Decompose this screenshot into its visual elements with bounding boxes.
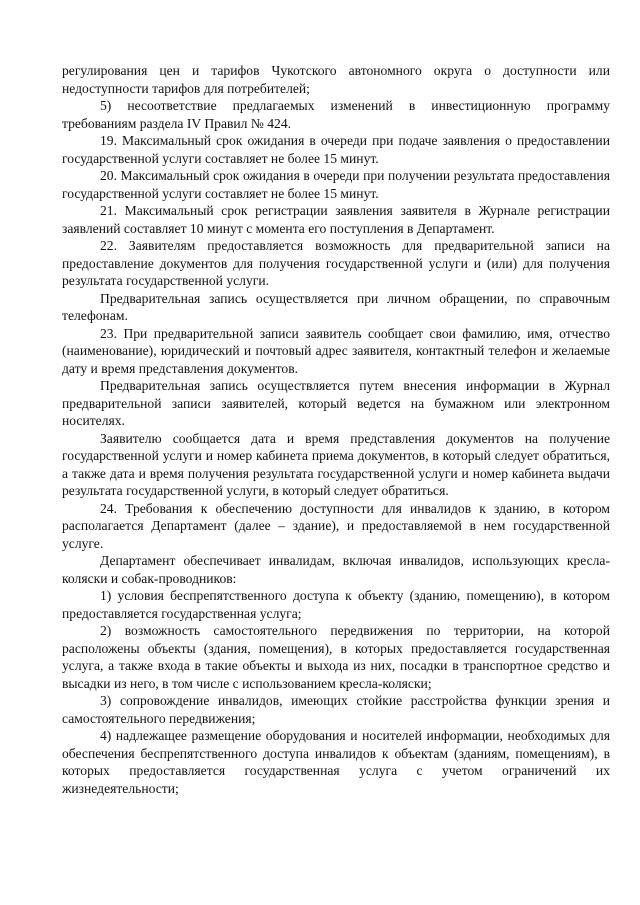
paragraph: Департамент обеспечивает инвалидам, включая инвалидов, использующих кресла-коляски и собак-проводников: bbox=[62, 553, 610, 586]
paragraph: Предварительная запись осуществляется при личном обращении, по справочным телефонам. bbox=[62, 290, 610, 323]
paragraph: 21. Максимальный срок регистрации заявления заявителя в Журнале регистрации заявлений составляет 10 минут с момента его поступления в Департамент. bbox=[62, 203, 610, 236]
paragraph: 22. Заявителям предоставляется возможность для предварительной записи на предоставление документов для получения государственной услуги и (или) для получения результата государственной услуги. bbox=[62, 238, 610, 288]
paragraph: 2) возможность самостоятельного передвижения по территории, на которой расположены объекты (здания, помещения), в которых предоставляется государственная услуга, а также входа в такие объекты и выхода из них, посадки в транспортное средство и высадки из него, в том числе с использованием кресла-коляски; bbox=[62, 623, 610, 691]
paragraph: 3) сопровождение инвалидов, имеющих стойкие расстройства функции зрения и самостоятельного передвижения; bbox=[62, 693, 610, 726]
paragraph: 5) несоответствие предлагаемых изменений в инвестиционную программу требованиям раздела IV Правил № 424. bbox=[62, 98, 610, 131]
document-body bbox=[62, 62, 610, 797]
paragraph: регулирования цен и тарифов Чукотского автономного округа о доступности или недоступности тарифов для потребителей; bbox=[62, 63, 610, 96]
paragraph: 20. Максимальный срок ожидания в очереди при получении результата предоставления государственной услуги составляет не более 15 минут. bbox=[62, 168, 610, 201]
paragraph: 1) условия беспрепятственного доступа к объекту (зданию, помещению), в котором предоставляется государственная услуга; bbox=[62, 588, 610, 621]
paragraph: 23. При предварительной записи заявитель сообщает свои фамилию, имя, отчество (наименование), юридический и почтовый адрес заявителя, контактный телефон и желаемые дату и время представления документов. bbox=[62, 325, 610, 376]
paragraph: Предварительная запись осуществляется путем внесения информации в Журнал предварительной записи заявителей, который ведется на бумажном или электронном носителях. bbox=[62, 378, 610, 428]
paragraph: 24. Требования к обеспечению доступности для инвалидов к зданию, в котором располагается Департамент (далее – здание), и предоставляемой в нем государственной услуге. bbox=[62, 500, 610, 551]
paragraph: 4) надлежащее размещение оборудования и носителей информации, необходимых для обеспечения беспрепятственного доступа инвалидов к объектам (зданиям, помещениям), в которых предоставляется государственная услуга с учетом ограничений их жизнедеятельности; bbox=[62, 728, 610, 796]
paragraph: 19. Максимальный срок ожидания в очереди при подаче заявления о предоставлении государственной услуги составляет не более 15 минут. bbox=[62, 133, 610, 166]
paragraph: Заявителю сообщается дата и время представления документов на получение государственной услуги и номер кабинета приема документов, в который следует обратиться, а также дата и время получения результата государственной услуги и номер кабинета выдачи результата государственной услуги, в который следует обратиться. bbox=[62, 430, 610, 498]
